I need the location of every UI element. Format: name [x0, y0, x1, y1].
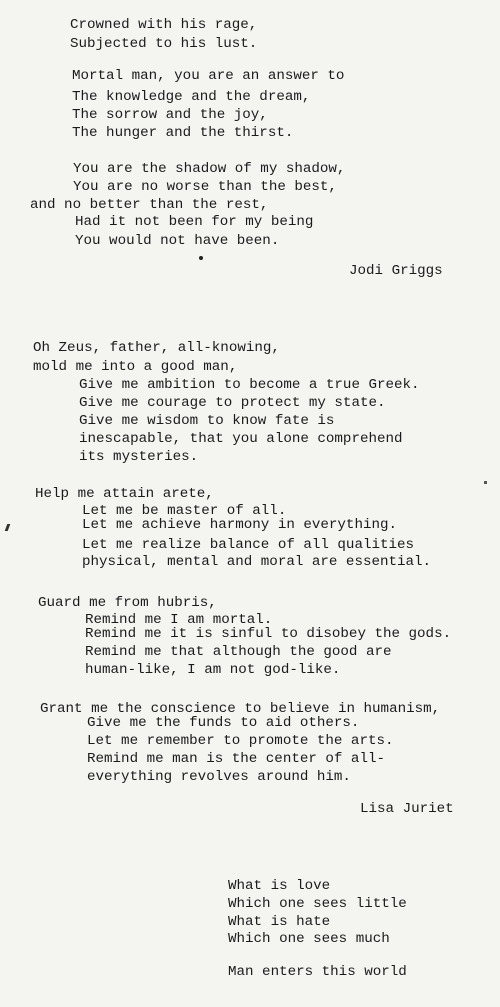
- poem-1-line-6: The hunger and the thirst.: [72, 125, 294, 141]
- poem-3-line-5: Man enters this world: [228, 964, 407, 980]
- poem-2-line-20: Let me remember to promote the arts.: [87, 733, 394, 749]
- poem-2-line-1: Oh Zeus, father, all-knowing,: [33, 340, 280, 356]
- poem-2-line-9: Let me be master of all.: [82, 503, 287, 519]
- poem-2-line-18: Grant me the conscience to believe in humanism,: [40, 701, 441, 717]
- poem-2-line-14: Remind me I am mortal.: [85, 612, 273, 628]
- poem-3-line-2: Which one sees little: [228, 896, 407, 912]
- poem-2-line-6: inescapable, that you alone comprehend: [79, 431, 403, 447]
- poem-2-line-17: human-like, I am not god-like.: [85, 662, 341, 678]
- poem-2-line-11: Let me realize balance of all qualities: [82, 537, 415, 553]
- poem-2-line-5: Give me wisdom to know fate is: [79, 413, 335, 429]
- poem-1-line-9: and no better than the rest,: [30, 197, 269, 213]
- poem-2-line-15: Remind me it is sinful to disobey the gods.: [85, 626, 452, 642]
- poem-2-line-13: Guard me from hubris,: [38, 595, 217, 611]
- poem-1-line-8: You are no worse than the best,: [73, 179, 337, 195]
- poem-3-line-4: Which one sees much: [228, 931, 390, 947]
- poem-1-line-10: Had it not been for my being: [75, 214, 314, 230]
- poem-3-line-3: What is hate: [228, 914, 331, 930]
- poem-2-line-7: its mysteries.: [79, 449, 199, 465]
- poem-1-author: Jodi Griggs: [349, 263, 443, 279]
- poem-2-line-12: physical, mental and moral are essential.: [82, 554, 432, 570]
- speck-mark: [484, 481, 487, 484]
- poem-2-line-19: Give me the funds to aid others.: [87, 715, 360, 731]
- poem-1-line-5: The sorrow and the joy,: [72, 107, 268, 123]
- poem-2-line-22: everything revolves around him.: [87, 769, 351, 785]
- poem-2-author: Lisa Juriet: [360, 801, 454, 817]
- poem-2-line-2: mold me into a good man,: [33, 359, 238, 375]
- poem-3-line-1: What is love: [228, 878, 331, 894]
- poem-2-line-16: Remind me that although the good are: [85, 644, 392, 660]
- poem-1-line-2: Subjected to his lust.: [70, 36, 258, 52]
- poem-1-line-1: Crowned with his rage,: [70, 17, 258, 33]
- ink-dot: [199, 256, 203, 260]
- stray-mark: [5, 524, 11, 531]
- poem-1-line-3: Mortal man, you are an answer to: [72, 68, 345, 84]
- poem-1-line-7: You are the shadow of my shadow,: [73, 161, 346, 177]
- poem-1-line-11: You would not have been.: [75, 233, 280, 249]
- poem-2-line-10: Let me achieve harmony in everything.: [82, 517, 398, 533]
- poem-2-line-4: Give me courage to protect my state.: [79, 395, 386, 411]
- poem-2-line-3: Give me ambition to become a true Greek.: [79, 377, 420, 393]
- poem-1-line-4: The knowledge and the dream,: [72, 89, 311, 105]
- poem-2-line-21: Remind me man is the center of all-: [87, 751, 385, 767]
- poem-2-line-8: Help me attain arete,: [35, 486, 214, 502]
